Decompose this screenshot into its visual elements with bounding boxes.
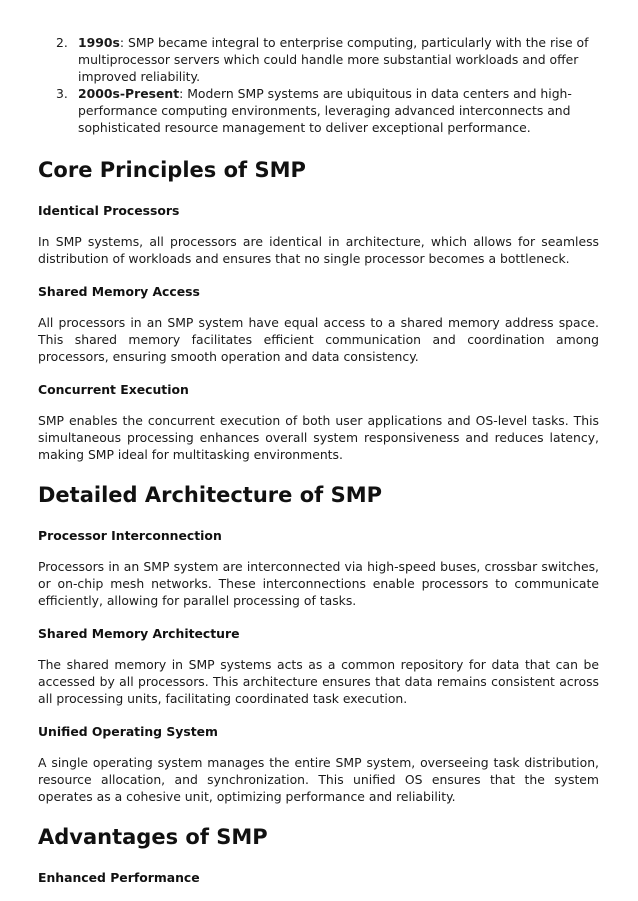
section-heading: Detailed Architecture of SMP <box>38 483 382 507</box>
subsection-heading: Unified Operating System <box>38 724 218 739</box>
list-item <box>56 85 599 136</box>
document-page <box>38 34 599 886</box>
subsection-heading: Shared Memory Architecture <box>38 626 240 641</box>
paragraph: SMP enables the concurrent execution of both user applications and OS-level tasks. This simultaneous processing enhances overall system responsiveness and reduces latency, making SMP ideal for multitasking environments. <box>38 413 599 462</box>
paragraph: The shared memory in SMP systems acts as a common repository for data that can be accessed by all processors. This architecture ensures that data remains consistent across all processing units, facilitating coordinated task execution. <box>38 657 599 706</box>
subsection-heading: Identical Processors <box>38 203 180 218</box>
section-heading: Advantages of SMP <box>38 825 268 849</box>
list-number: 3. <box>56 86 68 101</box>
section-heading: Core Principles of SMP <box>38 158 306 182</box>
subsection-heading: Enhanced Performance <box>38 870 200 885</box>
list-item <box>56 34 599 85</box>
list-text: : Modern SMP systems are ubiquitous in data centers and high-performance computing environments, leveraging advanced interconnects and sophisticated resource management to deliver exceptional performance. <box>78 86 572 135</box>
list-number: 2. <box>56 35 68 50</box>
paragraph: In SMP systems, all processors are identical in architecture, which allows for seamless distribution of workloads and ensures that no single processor becomes a bottleneck. <box>38 234 599 266</box>
subsection-heading: Processor Interconnection <box>38 528 222 543</box>
subsection-heading: Shared Memory Access <box>38 284 200 299</box>
list-year: 2000s-Present <box>78 86 180 101</box>
paragraph: Processors in an SMP system are interconnected via high-speed buses, crossbar switches, or on-chip mesh networks. These interconnections enable processors to communicate efficiently, allowing for parallel processing of tasks. <box>38 559 599 608</box>
paragraph: All processors in an SMP system have equal access to a shared memory address space. This shared memory facilitates efficient communication and coordination among processors, ensuring smooth operation and data consistency. <box>38 315 599 364</box>
timeline-list <box>38 34 599 136</box>
list-text: : SMP became integral to enterprise computing, particularly with the rise of multiprocessor servers which could handle more substantial workloads and offer improved reliability. <box>78 35 589 84</box>
list-year: 1990s <box>78 35 120 50</box>
subsection-heading: Concurrent Execution <box>38 382 189 397</box>
paragraph: A single operating system manages the entire SMP system, overseeing task distribution, resource allocation, and synchronization. This unified OS ensures that the system operates as a cohesive unit, optimizing performance and reliability. <box>38 755 599 804</box>
